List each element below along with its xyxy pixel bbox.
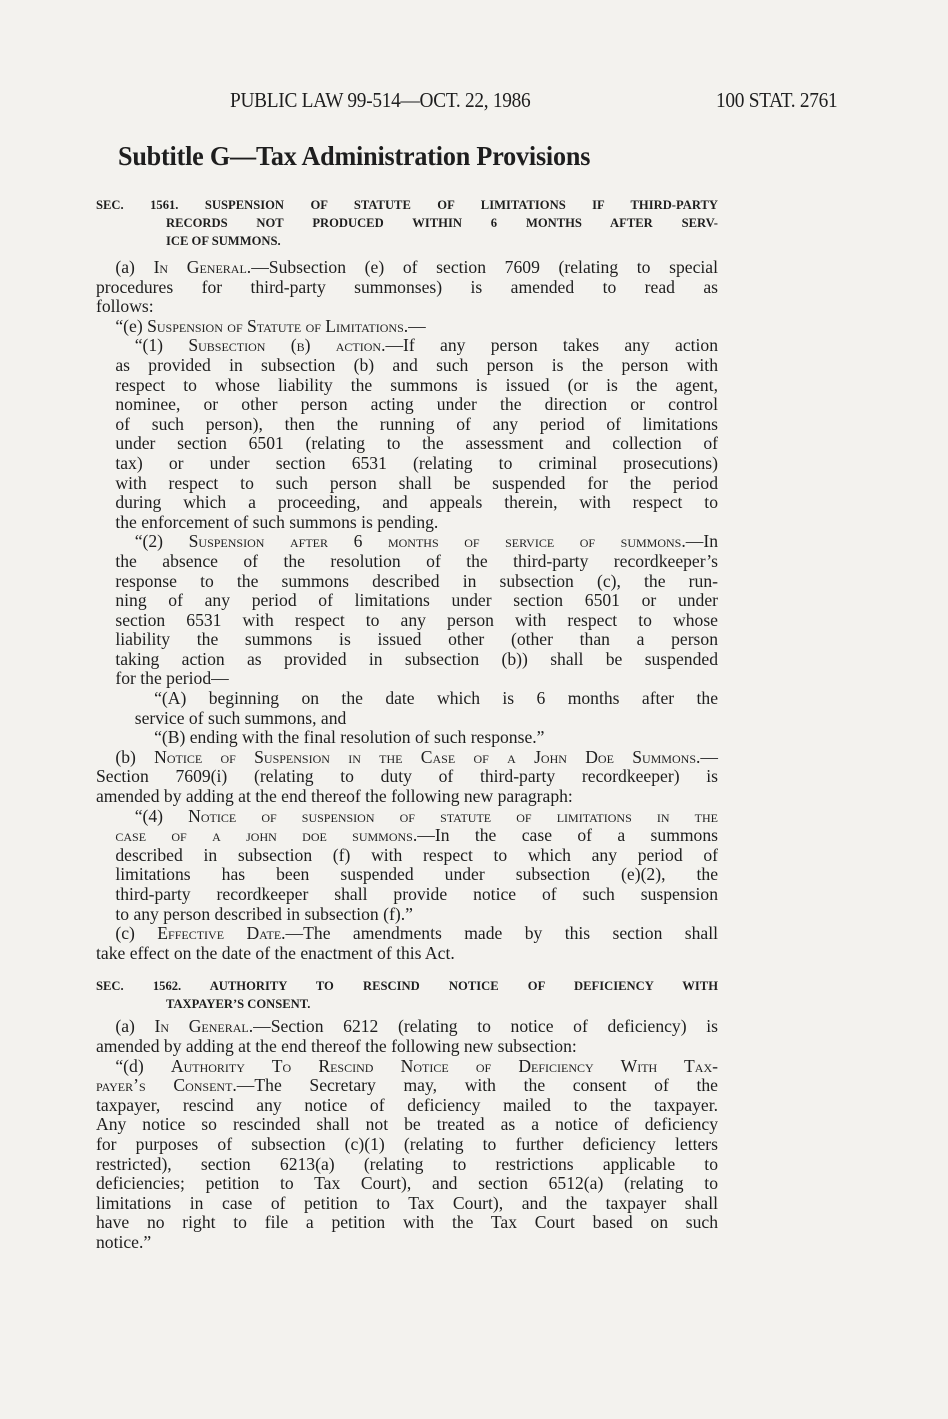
text-line	[96, 513, 718, 533]
paragraph-caption: Subsection (b) action	[188, 335, 382, 356]
paragraph-designator: “(2)	[134, 531, 189, 552]
paragraph-designator: “(4)	[134, 805, 189, 826]
text-line	[96, 689, 718, 709]
line-text: .—	[696, 746, 718, 767]
line-text: for purposes of subsection (c)(1) (relating to further deficiency letters	[96, 1133, 718, 1154]
line-text: with respect to such person shall be suspended for the period	[115, 472, 718, 493]
text-line	[96, 865, 718, 885]
text-line	[96, 1037, 718, 1057]
line-text: service of such summons, and	[134, 707, 347, 728]
running-header-stat-page: 100 STAT. 2761	[716, 88, 838, 112]
text-line	[96, 434, 718, 454]
line-text: amended by adding at the end thereof the following new subsection:	[96, 1035, 577, 1056]
text-line	[96, 454, 718, 474]
section-1562-heading	[96, 977, 718, 1013]
text-line	[96, 767, 718, 787]
paragraph-caption: Effective Date	[157, 923, 282, 944]
text-line	[96, 415, 718, 435]
line-text: limitations has been suspended under subsection (e)(2), the	[115, 864, 718, 885]
paragraph-caption: Notice of suspension of statute of limitations in the	[188, 805, 718, 826]
running-header-law: PUBLIC LAW 99-514—OCT. 22, 1986	[230, 88, 531, 112]
text-line	[96, 944, 718, 964]
line-text: taxpayer, rescind any notice of deficiency mailed to the taxpayer.	[96, 1094, 718, 1115]
line-text: .—The Secretary may, with the consent of the	[232, 1075, 718, 1096]
paragraph-designator: (b)	[115, 746, 155, 767]
section-1561-heading	[96, 196, 718, 250]
paragraph-caption: Authority To Rescind Notice of Deficiency With Tax-	[170, 1055, 718, 1076]
line-text: the enforcement of such summons is pending.	[115, 511, 439, 532]
text-line	[96, 572, 718, 592]
text-line	[96, 532, 718, 552]
line-text: notice.”	[96, 1231, 152, 1252]
text-line	[96, 591, 718, 611]
paragraph-caption: In General	[153, 257, 247, 277]
section-heading-line: SEC. 1562. AUTHORITY TO RESCIND NOTICE OF DEFICIENCY WITH	[96, 979, 718, 994]
line-text: “(A) beginning on the date which is 6 months after the	[154, 688, 718, 709]
line-text: .—In the case of a summons	[412, 825, 718, 846]
text-line	[96, 728, 718, 748]
section-heading-line: TAXPAYER’S CONSENT.	[166, 997, 311, 1012]
line-text: Any notice so rescinded shall not be treated as a notice of deficiency	[96, 1114, 718, 1135]
section-heading-line: RECORDS NOT PRODUCED WITHIN 6 MONTHS AFTER SERV-	[166, 216, 718, 230]
line-text: .—If any person takes any action	[381, 335, 718, 356]
text-line	[96, 846, 718, 866]
paragraph-caption: Suspension after 6 months of service of summons	[188, 531, 682, 552]
line-text: .—In	[681, 531, 718, 552]
line-text: have no right to file a petition with the Tax Court based on such	[96, 1212, 718, 1233]
line-text: Section 7609(i) (relating to duty of third-party recordkeeper) is	[96, 766, 718, 787]
text-line	[96, 924, 718, 944]
line-text: restricted), section 6213(a) (relating to restrictions applicable to	[96, 1153, 718, 1174]
line-text: section 6531 with respect to any person with respect to whose	[115, 609, 718, 630]
document-body	[96, 196, 718, 1253]
text-line	[96, 278, 718, 298]
text-line	[96, 807, 718, 827]
text-line	[96, 1213, 718, 1233]
text-line	[96, 1017, 718, 1037]
text-line	[96, 395, 718, 415]
line-text: .—	[403, 315, 426, 336]
text-line	[96, 1194, 718, 1214]
paragraph-caption: payer’s Consent	[96, 1075, 233, 1096]
text-line	[96, 1174, 718, 1194]
text-line	[96, 258, 718, 278]
line-text: .—The amendments made by this section shall	[281, 923, 718, 944]
paragraph-designator: (a)	[115, 1016, 155, 1037]
line-text: third-party recordkeeper shall provide notice of such suspension	[115, 884, 718, 904]
text-line	[96, 748, 718, 768]
paragraph-designator: “(1)	[134, 335, 189, 356]
line-text: follows:	[96, 296, 154, 317]
paragraph-designator: (c)	[115, 923, 158, 944]
line-text: take effect on the date of the enactment of this Act.	[96, 942, 455, 963]
text-line	[96, 787, 718, 807]
paragraph-designator: (a)	[115, 257, 154, 277]
section-1561-body	[96, 258, 718, 963]
line-text: liability the summons is issued other (other than a person	[115, 629, 718, 650]
paragraph-caption: In General	[154, 1016, 249, 1037]
line-text: as provided in subsection (b) and such person is the person with	[115, 354, 718, 375]
paragraph-caption: Notice of Suspension in the Case of a John Doe Summons	[154, 746, 696, 767]
line-text: during which a proceeding, and appeals therein, with respect to	[115, 492, 718, 513]
line-text: .—Section 6212 (relating to notice of deficiency) is	[248, 1016, 718, 1037]
text-line	[96, 1233, 718, 1253]
text-line	[96, 1057, 718, 1077]
line-text: .—Subsection (e) of section 7609 (relating to special	[246, 257, 718, 277]
line-text: the absence of the resolution of the third-party recordkeeper’s	[115, 550, 718, 571]
section-heading-line: SEC. 1561. SUSPENSION OF STATUTE OF LIMITATIONS IF THIRD-PARTY	[96, 198, 718, 212]
line-text: under section 6501 (relating to the assessment and collection of	[115, 433, 718, 454]
section-1562-body	[96, 1017, 718, 1252]
line-text: taking action as provided in subsection (b)) shall be suspended	[115, 648, 718, 669]
text-line	[96, 552, 718, 572]
paragraph-caption: Suspension of Statute of Limitations	[147, 315, 404, 336]
line-text: for the period—	[115, 668, 229, 689]
text-line	[96, 1076, 718, 1096]
line-text: nominee, or other person acting under the direction or control	[115, 394, 718, 415]
paragraph-designator: “(e)	[115, 315, 148, 336]
text-line	[96, 826, 718, 846]
text-line	[96, 885, 718, 905]
line-text: amended by adding at the end thereof the following new paragraph:	[96, 786, 573, 807]
paragraph-caption: case of a john doe summons	[115, 825, 413, 846]
line-text: of such person), then the running of any period of limitations	[115, 413, 718, 434]
line-text: to any person described in subsection (f).”	[115, 903, 413, 924]
text-line	[96, 1115, 718, 1135]
text-line	[96, 317, 718, 337]
text-line	[96, 1135, 718, 1155]
text-line	[96, 611, 718, 631]
line-text: described in subsection (f) with respect to which any period of	[115, 844, 718, 865]
line-text: procedures for third-party summonses) is amended to read as	[96, 276, 718, 297]
subtitle-heading: Subtitle G—Tax Administration Provisions	[118, 140, 591, 171]
line-text: deficiencies; petition to Tax Court), and section 6512(a) (relating to	[96, 1173, 718, 1194]
line-text: response to the summons described in subsection (c), the run-	[115, 570, 718, 591]
line-text: tax) or under section 6531 (relating to criminal prosecutions)	[115, 452, 718, 473]
text-line	[96, 669, 718, 689]
text-line	[96, 709, 718, 729]
text-line	[96, 474, 718, 494]
text-line	[96, 356, 718, 376]
line-text: limitations in case of petition to Tax Court), and the taxpayer shall	[96, 1192, 718, 1213]
text-line	[96, 650, 718, 670]
line-text: respect to whose liability the summons is issued (or is the agent,	[115, 374, 718, 395]
text-line	[96, 1096, 718, 1116]
line-text: ning of any period of limitations under section 6501 or under	[115, 590, 718, 611]
text-line	[96, 297, 718, 317]
text-line	[96, 336, 718, 356]
text-line	[96, 376, 718, 396]
section-heading-line: ICE OF SUMMONS.	[166, 234, 281, 248]
text-line	[96, 493, 718, 513]
text-line	[96, 1155, 718, 1175]
text-line	[96, 905, 718, 925]
line-text: “(B) ending with the final resolution of such response.”	[154, 727, 545, 748]
paragraph-designator: “(d)	[115, 1055, 171, 1076]
text-line	[96, 630, 718, 650]
